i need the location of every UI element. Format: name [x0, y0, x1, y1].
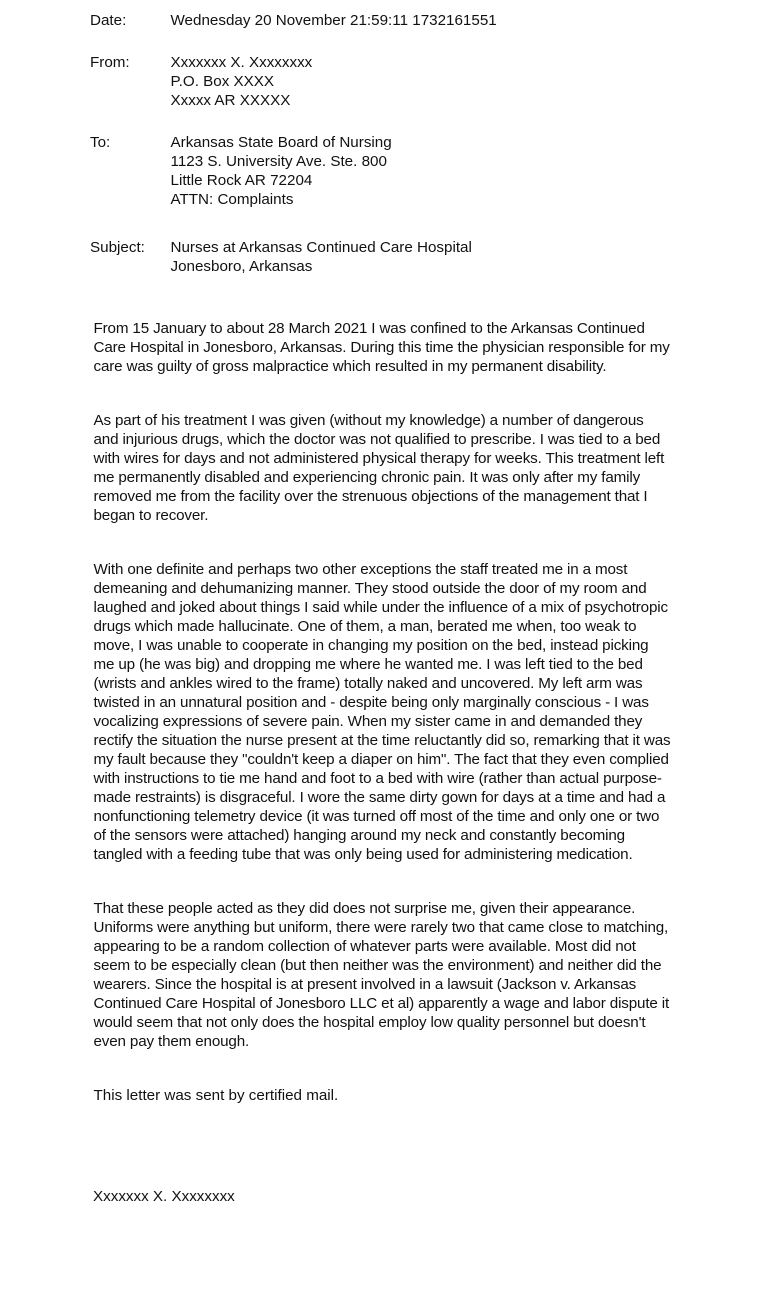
paragraph-line: made restraints) is disgraceful. I wore the same dirty gown for days at a time and had a: [93, 789, 666, 806]
paragraph-line: Uniforms were anything but uniform, there were rarely two that came close to matching,: [93, 919, 669, 936]
paragraph-line: care was guilty of gross malpractice which resulted in my permanent disability.: [93, 358, 607, 375]
paragraph-line: (wrists and ankles wired to the frame) totally naked and uncovered. My left arm was: [93, 675, 643, 692]
body-paragraph-3: [94, 560, 722, 864]
recipient-street: 1123 S. University Ave. Ste. 800: [170, 153, 387, 170]
sender-city-zip: Xxxxx AR XXXXX: [170, 92, 291, 109]
paragraph-line: wearers. Since the hospital is at present involved in a lawsuit (Jackson v. Arkansas: [93, 976, 637, 993]
paragraph-line: Continued Care Hospital of Jonesboro LLC et al) apparently a wage and labor dispute it: [93, 995, 670, 1012]
recipient-city-zip: Little Rock AR 72204: [170, 172, 313, 189]
from-address: [171, 53, 313, 110]
paragraph-line: rectify the situation the nurse present at the time reluctantly did so, remarking that it was: [93, 732, 671, 749]
subject-text: [171, 238, 472, 276]
paragraph-line: That these people acted as they did does not surprise me, given their appearance.: [93, 900, 636, 917]
paragraph-line: As part of his treatment I was given (without my knowledge) a number of dangerous: [93, 412, 644, 429]
recipient-name: Arkansas State Board of Nursing: [170, 134, 392, 151]
paragraph-line: me permanently disabled and experiencing chronic pain. It was only after my family: [93, 469, 641, 486]
recipient-attn: ATTN: Complaints: [170, 191, 294, 208]
paragraph-line: with wires for days and not administered physical therapy for weeks. This treatment left: [93, 450, 665, 467]
body-paragraph-1: [94, 319, 722, 376]
paragraph-line: From 15 January to about 28 March 2021 I was confined to the Arkansas Continued: [93, 320, 645, 337]
signature: Xxxxxxx X. Xxxxxxxx: [93, 1188, 235, 1205]
paragraph-line: tangled with a feeding tube that was only being used for administering medication.: [93, 846, 633, 863]
subject-line-1: Nurses at Arkansas Continued Care Hospital: [170, 239, 472, 256]
date-label: Date:: [90, 12, 127, 29]
body-paragraph-4: [94, 899, 722, 1051]
paragraph-line: my fault because they "couldn't keep a diaper on him". The fact that they even complied: [93, 751, 669, 768]
paragraph-line: laughed and joked about things I said while under the influence of a mix of psychotropic: [93, 599, 668, 616]
paragraph-line: of the sensors were attached) hanging around my neck and constantly becoming: [93, 827, 625, 844]
paragraph-line: even pay them enough.: [93, 1033, 250, 1050]
to-label: To:: [90, 134, 111, 151]
paragraph-line: and injurious drugs, which the doctor was not qualified to prescribe. I was tied to a bed: [93, 431, 661, 448]
sender-name: Xxxxxxx X. Xxxxxxxx: [170, 54, 313, 71]
paragraph-line: With one definite and perhaps two other exceptions the staff treated me in a most: [93, 561, 628, 578]
paragraph-line: Care Hospital in Jonesboro, Arkansas. During this time the physician responsible for my: [93, 339, 670, 356]
subject-line-2: Jonesboro, Arkansas: [170, 258, 313, 275]
paragraph-line: appearing to be a random collection of whatever parts were available. Most did not: [93, 938, 636, 955]
paragraph-line: vocalizing expressions of severe pain. When my sister came in and demanded they: [93, 713, 643, 730]
paragraph-line: seem to be especially clean (but then neither was the environment) and neither did the: [93, 957, 662, 974]
paragraph-line: drugs which made hallucinate. One of them, a man, berated me when, too weak to: [93, 618, 637, 635]
body-paragraph-2: [94, 411, 722, 525]
paragraph-line: move, I was unable to cooperate in changing my position on the bed, instead picking: [93, 637, 649, 654]
paragraph-line: with instructions to tie me hand and foot to a bed with wire (rather than actual purpose-: [93, 770, 662, 787]
paragraph-line: would seem that not only does the hospital employ low quality personnel but doesn't: [93, 1014, 646, 1031]
to-address: [171, 133, 392, 209]
date-value: Wednesday 20 November 21:59:11 1732161551: [170, 12, 497, 29]
paragraph-line: me up (he was big) and dropping me where he wanted me. I was left tied to the bed: [93, 656, 643, 673]
certified-mail-note: This letter was sent by certified mail.: [93, 1087, 339, 1104]
from-label: From:: [90, 54, 130, 71]
paragraph-line: removed me from the facility over the strenuous objections of the management that I: [93, 488, 648, 505]
paragraph-line: demeaning and dehumanizing manner. They stood outside the door of my room and: [93, 580, 647, 597]
paragraph-line: began to recover.: [93, 507, 209, 524]
sender-po-box: P.O. Box XXXX: [170, 73, 275, 90]
paragraph-line: nonfunctioning telemetry device (it was turned off most of the time and only one or two: [93, 808, 660, 825]
paragraph-line: twisted in an unnatural position and - despite being only marginally conscious - I was: [93, 694, 649, 711]
subject-label: Subject:: [90, 239, 145, 256]
